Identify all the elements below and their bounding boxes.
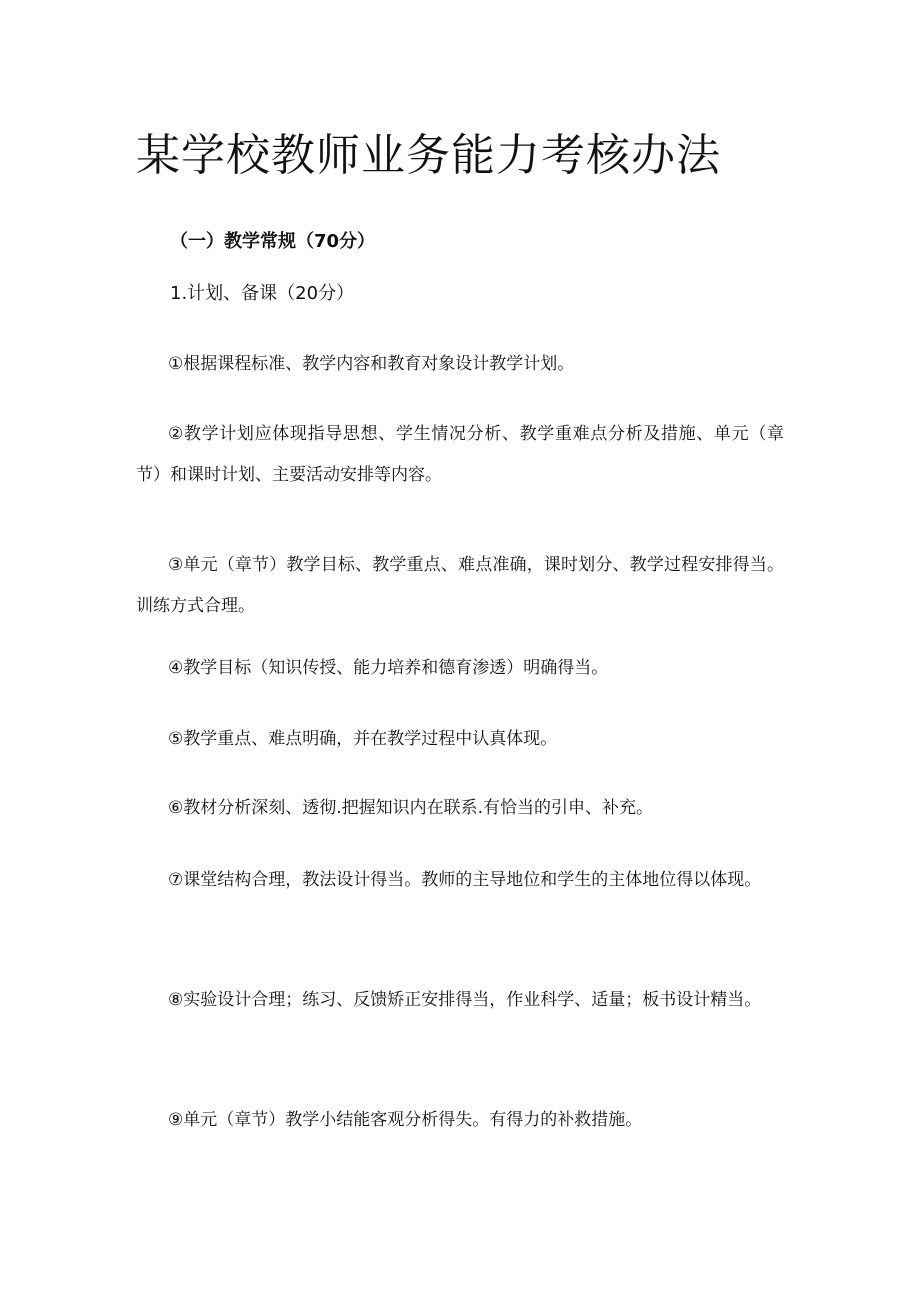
section-heading: （一）教学常规（70分） [170,231,376,252]
document-title: 某学校教师业务能力考核办法 [136,130,721,181]
requirement-item-6: ⑥教材分析深刻、透彻.把握知识内在联系.有恰当的引申、补充。 [168,798,654,818]
requirement-item-8: ⑧实验设计合理；练习、反馈矫正安排得当，作业科学、适量；板书设计精当。 [168,990,762,1010]
requirement-item-5: ⑤教学重点、难点明确，并在教学过程中认真体现。 [168,729,558,749]
requirement-item-3: ③单元（章节）教学目标、教学重点、难点准确，课时划分、教学过程安排得当。训练方式合理。 [136,555,784,616]
subsection-heading: 1.计划、备课（20分） [170,283,355,304]
requirement-item-1: ①根据课程标准、教学内容和教育对象设计教学计划。 [168,354,575,374]
requirement-item-9: ⑨单元（章节）教学小结能客观分析得失。有得力的补救措施。 [168,1110,643,1130]
requirement-item-2: ②教学计划应体现指导思想、学生情况分析、教学重难点分析及措施、单元（章节）和课时计划、主要活动安排等内容。 [136,424,784,485]
requirement-item-7: ⑦课堂结构合理，教法设计得当。教师的主导地位和学生的主体地位得以体现。 [168,870,762,890]
requirement-item-4: ④教学目标（知识传授、能力培养和德育渗透）明确得当。 [168,658,609,678]
